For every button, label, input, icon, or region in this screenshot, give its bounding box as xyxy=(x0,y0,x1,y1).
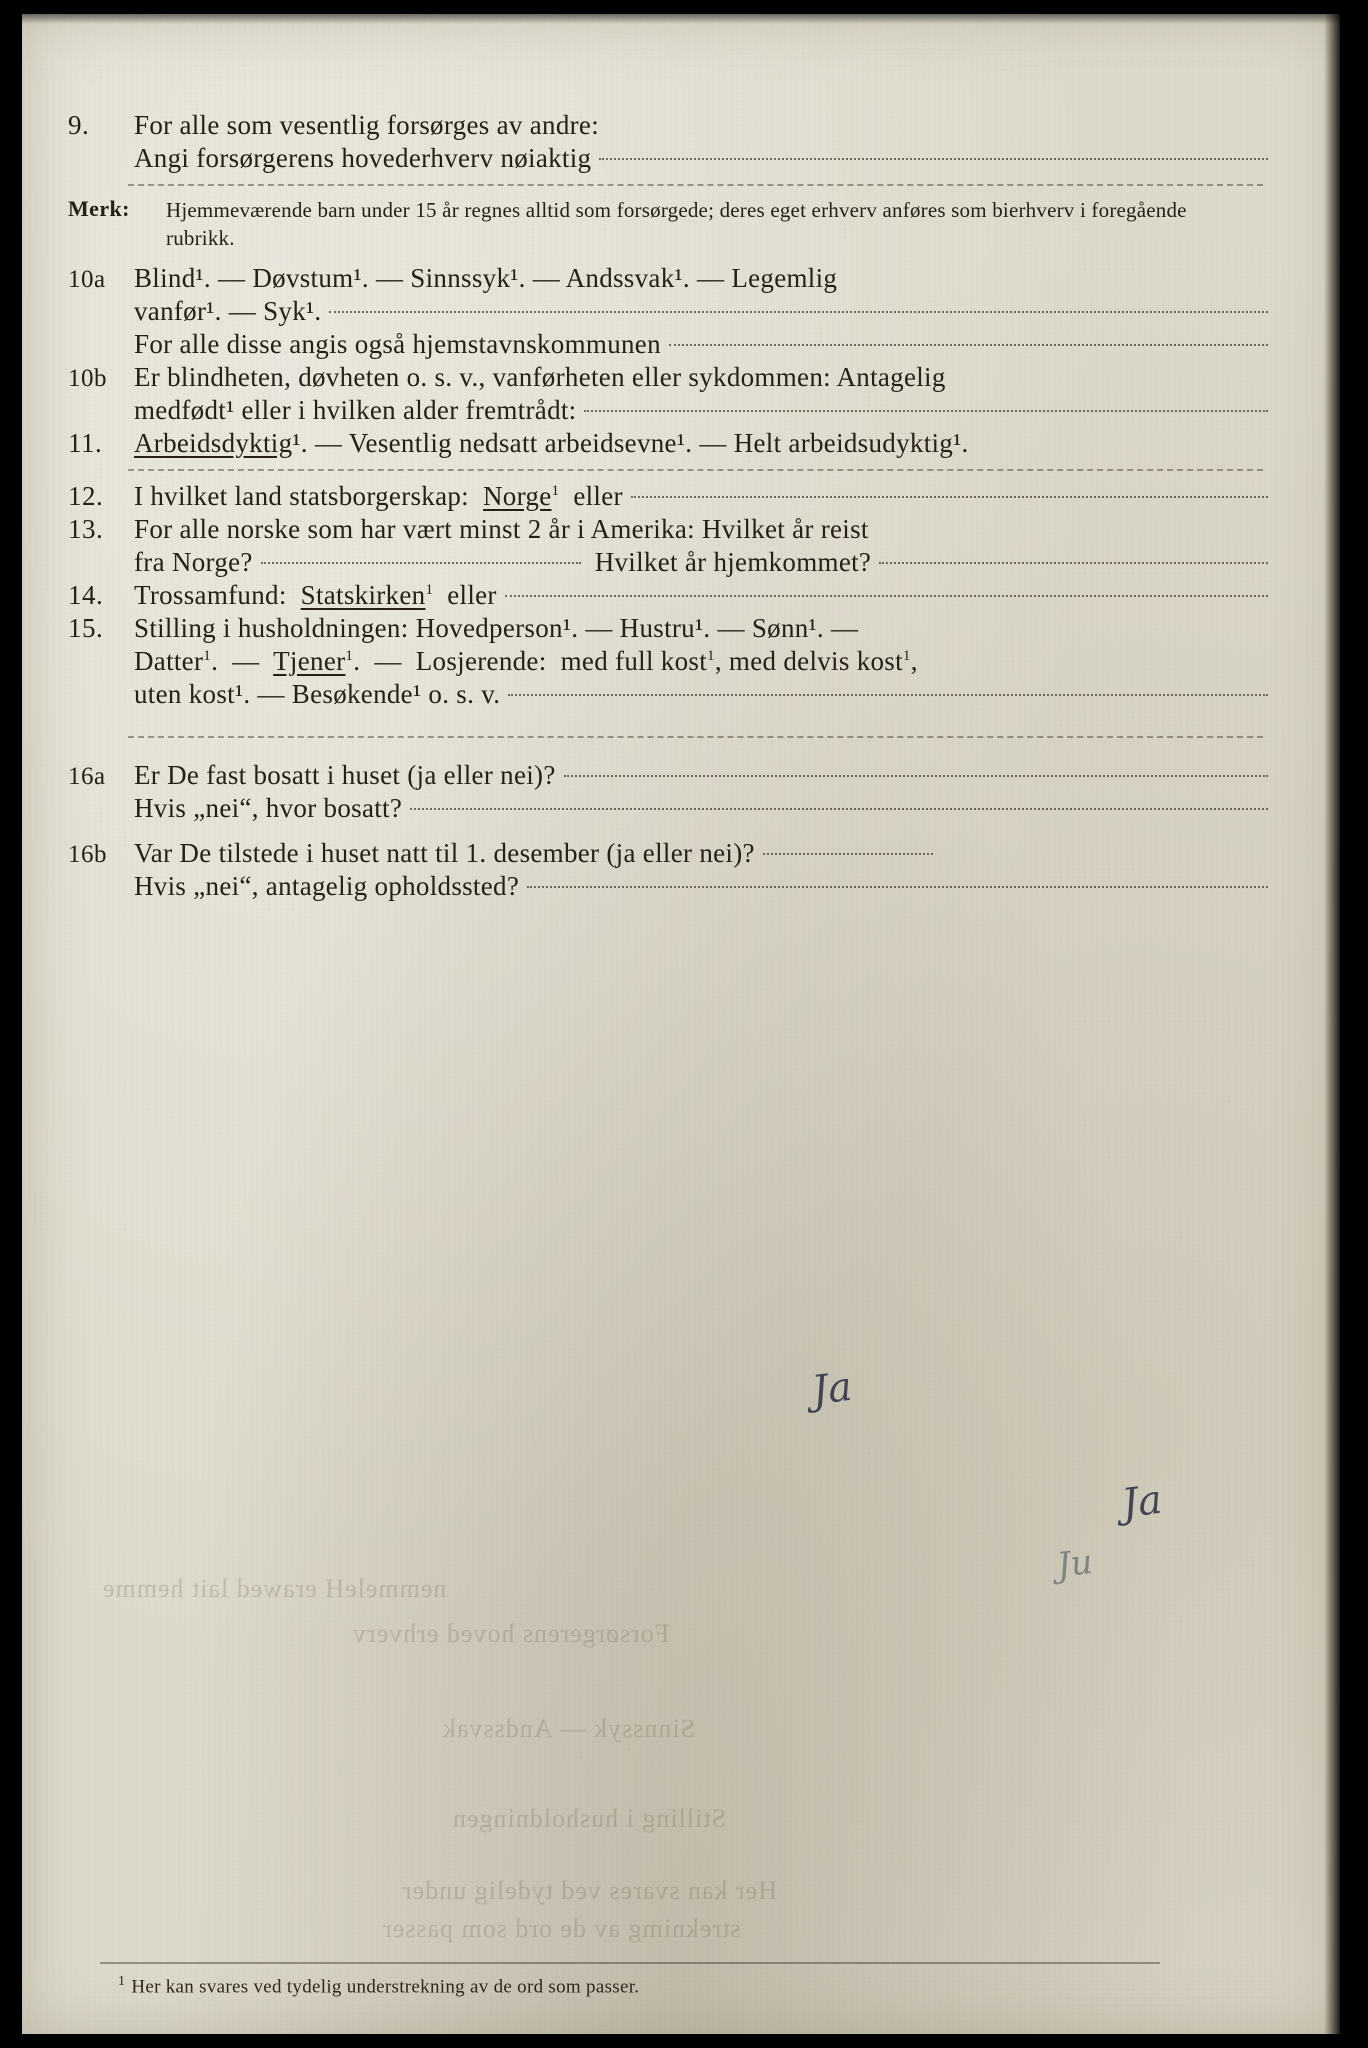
item-text-2: Hvilket år hjemkommet? xyxy=(594,546,872,577)
page-top-shadow xyxy=(22,14,1340,24)
underlined-answer-tjener[interactable]: Tjener xyxy=(273,645,346,676)
item-text-rest: ¹. — Vesentlig nedsatt arbeidsevne¹. — Helt arbeidsudyktig¹. xyxy=(292,427,969,458)
form-item-13 xyxy=(68,514,1268,545)
item-text: uten kost¹. — Besøkende¹ o. s. v. xyxy=(134,678,501,709)
footnote xyxy=(118,1974,639,1998)
item-text: medfødt¹ eller i hvilken alder fremtrådt: xyxy=(134,394,577,425)
page-right-edge xyxy=(1324,14,1340,2034)
divider xyxy=(128,736,1263,738)
form-body xyxy=(68,110,1268,904)
answer-leader[interactable] xyxy=(599,158,1268,160)
footnote-mark: 1 xyxy=(118,1973,126,1989)
item-text: Hvis „nei“, hvor bosatt? xyxy=(134,792,403,823)
bleed-through-text: Sinnssyk — Andssvak xyxy=(442,1714,696,1743)
form-item-10a-line3 xyxy=(68,329,1268,360)
handwritten-answer-16b: Ja xyxy=(1119,1476,1165,1528)
form-item-13-line2 xyxy=(68,547,1268,578)
item-text: Var De tilstede i huset natt til 1. desember (ja eller nei)? xyxy=(134,837,755,868)
underlined-answer-arbeidsdyktig[interactable]: Arbeidsdyktig xyxy=(134,427,293,458)
form-item-10a xyxy=(68,263,1268,294)
answer-leader[interactable] xyxy=(584,410,1268,412)
form-item-10b xyxy=(68,362,1268,393)
item-text: Datter$^1$. — Tjener$^1$. — Losjerende: med full kost$^1$, med delvis kost$^1$, xyxy=(134,645,918,676)
item-text: Trossamfund: xyxy=(134,579,287,610)
answer-leader[interactable] xyxy=(631,496,1268,498)
item-number: 11. xyxy=(68,427,103,458)
form-item-11 xyxy=(68,428,1268,459)
answer-leader[interactable] xyxy=(410,808,1268,810)
footnote-text: Her kan svares ved tydelig understrekning av de ord som passer. xyxy=(131,1976,640,1997)
form-item-16b xyxy=(68,838,1268,869)
answer-leader[interactable] xyxy=(508,694,1268,696)
answer-leader[interactable] xyxy=(763,853,933,855)
item-number: 12. xyxy=(68,480,104,511)
form-item-16b-line2 xyxy=(68,871,1268,902)
item-number: 10b xyxy=(68,364,107,392)
divider xyxy=(128,184,1263,186)
form-item-16a-line2 xyxy=(68,793,1268,824)
form-item-15-line3 xyxy=(68,679,1268,710)
form-item-9 xyxy=(68,110,1268,141)
item-number: 15. xyxy=(68,612,104,643)
form-item-9-sub xyxy=(68,143,1268,174)
item-number: 16b xyxy=(68,840,107,868)
answer-leader[interactable] xyxy=(329,311,1268,313)
item-answer-norge[interactable]: Norge$^1$ xyxy=(483,480,560,511)
item-text: Er blindheten, døvheten o. s. v., vanførheten eller sykdommen: Antagelig xyxy=(134,361,946,392)
item-text: For alle som vesentlig forsørges av andre: xyxy=(134,110,599,140)
answer-leader[interactable] xyxy=(564,775,1268,777)
answer-leader[interactable] xyxy=(669,344,1268,346)
item-answer-statskirken[interactable]: Statskirken$^1$ xyxy=(300,579,434,610)
bleed-through-text: Her kan svares ved tydelig under xyxy=(402,1876,777,1905)
divider xyxy=(128,469,1263,471)
form-item-15 xyxy=(68,613,1268,644)
item-text: I hvilket land statsborgerskap: xyxy=(134,480,469,511)
note-text: Hjemmeværende barn under 15 år regnes alltid som forsørgede; deres eget erhverv anføres som bierhverv i foregående rubrikk. xyxy=(166,198,1187,251)
item-subtext: Angi forsørgerens hovederhverv nøiaktig xyxy=(134,143,592,173)
item-text-after: eller xyxy=(573,480,623,511)
item-text: Er De fast bosatt i huset (ja eller nei)? xyxy=(134,759,556,790)
form-item-14 xyxy=(68,580,1268,611)
item-text: For alle disse angis også hjemstavnskommunen xyxy=(134,328,661,359)
item-text: vanfør¹. — Syk¹. xyxy=(134,295,322,326)
note-merk xyxy=(68,196,1268,253)
bleed-through-text: nemmeleH erawed lait hemme xyxy=(102,1574,447,1603)
answer-leader[interactable] xyxy=(505,595,1268,597)
item-number: 10a xyxy=(68,265,106,293)
footnote-rule xyxy=(100,1962,1160,1964)
item-text: For alle norske som har vært minst 2 år i Amerika: Hvilket år reist xyxy=(134,513,869,544)
bleed-through-text: Forsørgerens hoved erhverv xyxy=(352,1619,670,1648)
answer-leader[interactable] xyxy=(527,886,1268,888)
form-item-10b-line2 xyxy=(68,395,1268,426)
handwritten-answer-16a: Ja xyxy=(809,1363,855,1415)
bleed-through-text: streknimg av de ord som passer xyxy=(382,1914,741,1943)
item-number: 14. xyxy=(68,579,104,610)
item-text xyxy=(134,428,969,459)
answer-leader[interactable] xyxy=(879,562,1268,564)
item-text: fra Norge? xyxy=(134,546,253,577)
item-text: Hvis „nei“, antagelig opholdssted? xyxy=(134,870,520,901)
form-item-10a-line2 xyxy=(68,296,1268,327)
note-label: Merk: xyxy=(68,196,130,221)
handwritten-mark: Ju xyxy=(1054,1541,1095,1587)
item-text: Stilling i husholdningen: Hovedperson¹. — Hustru¹. — Sønn¹. — xyxy=(134,612,859,643)
bleed-through-text: Stilling i husholdningen xyxy=(452,1804,726,1833)
item-text-after: eller xyxy=(447,579,497,610)
form-item-15-line2 xyxy=(68,646,1268,677)
item-number: 9. xyxy=(68,110,90,140)
item-number: 16a xyxy=(68,762,106,790)
item-number: 13. xyxy=(68,513,104,544)
form-item-12 xyxy=(68,481,1268,512)
answer-leader[interactable] xyxy=(261,562,581,564)
scanned-page xyxy=(22,14,1340,2034)
form-item-16a xyxy=(68,760,1268,791)
item-text: Blind¹. — Døvstum¹. — Sinnssyk¹. — Andssvak¹. — Legemlig xyxy=(134,262,838,293)
